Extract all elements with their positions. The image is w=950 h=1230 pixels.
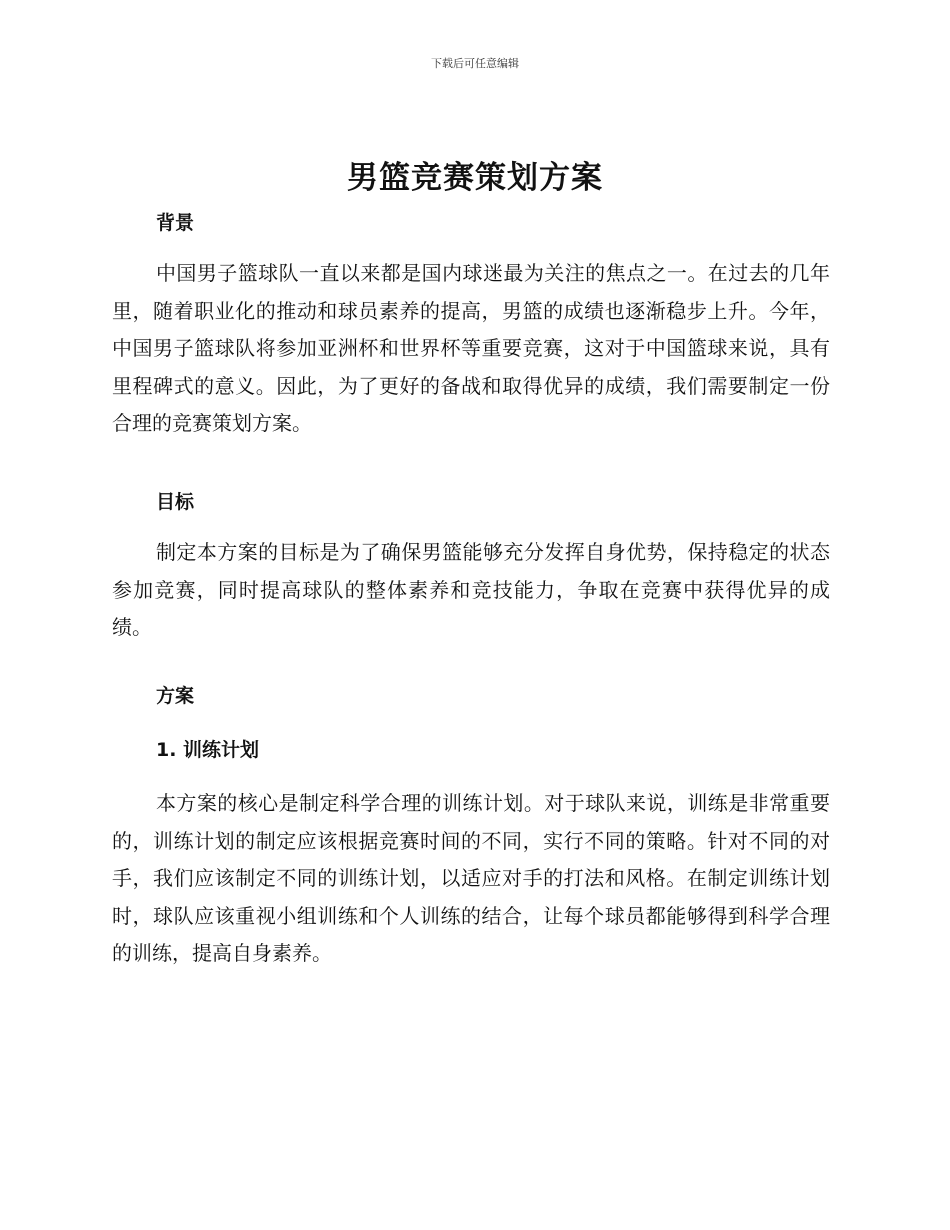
- section-heading-plan: 方案: [156, 685, 195, 707]
- section-paragraph-goal: 制定本方案的目标是为了确保男篮能够充分发挥自身优势，保持稳定的状态参加竞赛，同时提高球队的整体素养和竞技能力，争取在竞赛中获得优异的成绩。: [112, 540, 830, 639]
- section-heading-goal: 目标: [156, 491, 195, 513]
- section-paragraph-background: 中国男子篮球队一直以来都是国内球迷最为关注的焦点之一。在过去的几年里，随着职业化的推动和球员素养的提高，男篮的成绩也逐渐稳步上升。今年，中国男子篮球队将参加亚洲杯和世界杯等重要竞赛，这对于中国篮球来说，具有里程碑式的意义。因此，为了更好的备战和取得优异的成绩，我们需要制定一份合理的竞赛策划方案。: [112, 261, 830, 435]
- header-note: 下载后可任意编辑: [431, 57, 519, 70]
- document-title: 男篮竞赛策划方案: [347, 160, 603, 196]
- section-heading-background: 背景: [156, 212, 195, 234]
- section-heading-training-plan: 1. 训练计划: [156, 739, 260, 761]
- section-paragraph-training-plan: 本方案的核心是制定科学合理的训练计划。对于球队来说，训练是非常重要的，训练计划的制定应该根据竞赛时间的不同，实行不同的策略。针对不同的对手，我们应该制定不同的训练计划，以适应对手的打法和风格。在制定训练计划时，球队应该重视小组训练和个人训练的结合，让每个球员都能够得到科学合理的训练，提高自身素养。: [112, 791, 830, 965]
